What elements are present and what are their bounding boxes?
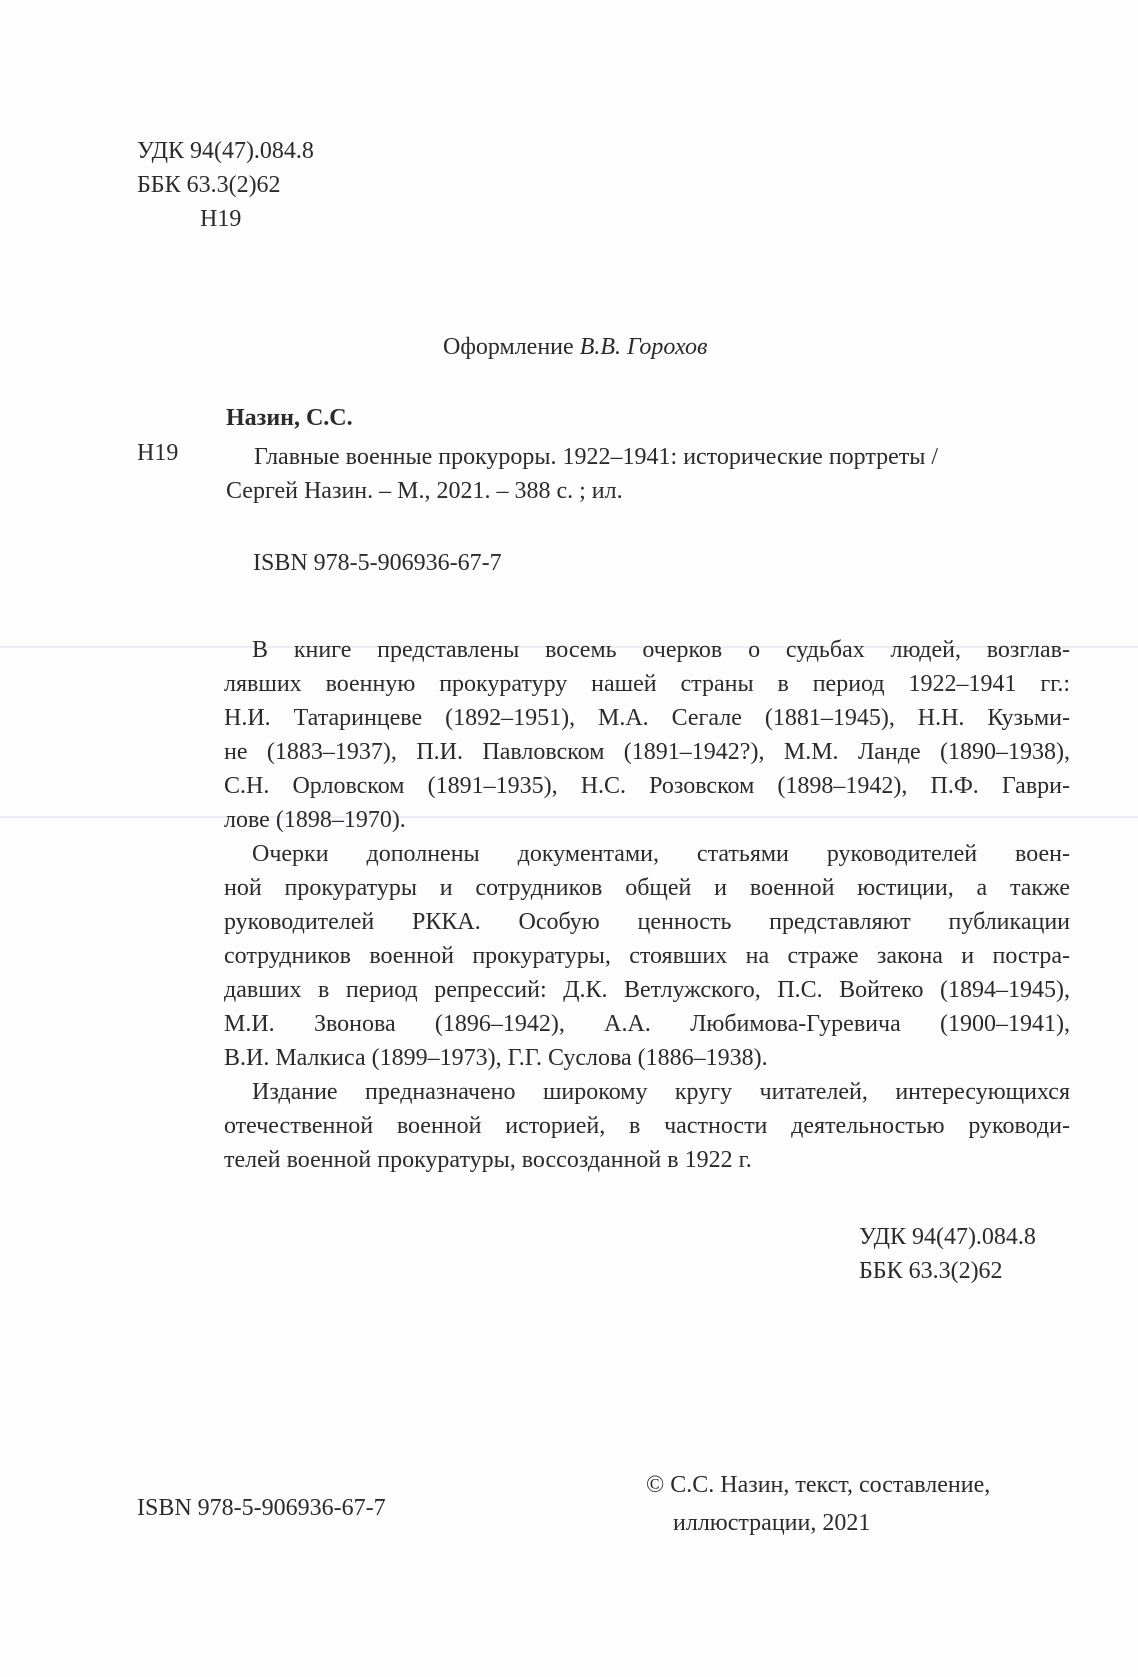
copyright-line: © С.С. Назин, текст, составление, <box>646 1472 991 1498</box>
annotation-line: М.И. Звонова (1896–1942), А.А. Любимова-Гуревича (1900–1941), <box>224 1011 1070 1037</box>
bibliographic-description <box>226 440 1070 508</box>
biblio-line: Главные военные прокуроры. 1922–1941: исторические портреты / <box>254 444 939 470</box>
annotation-line: С.Н. Орловском (1891–1935), Н.С. Розовском (1898–1942), П.Ф. Гаври- <box>224 773 1070 799</box>
copyright-notice <box>646 1466 990 1542</box>
bbk-code: ББК 63.3(2)62 <box>137 172 281 198</box>
annotation-paragraph <box>224 837 1070 1075</box>
design-label: Оформление <box>443 334 574 360</box>
biblio-line: Сергей Назин. – М., 2021. – 388 с. ; ил. <box>226 478 623 504</box>
annotation-line: давших в период репрессий: Д.К. Ветлужского, П.С. Войтеко (1894–1945), <box>224 977 1070 1003</box>
footer-isbn: ISBN 978-5-906936-67-7 <box>137 1495 386 1521</box>
annotation-paragraph <box>224 1075 1070 1177</box>
annotation-line: телей военной прокуратуры, воссозданной в 1922 г. <box>224 1147 752 1173</box>
annotation-line: руководителей РККА. Особую ценность представляют публикации <box>224 909 1070 935</box>
annotation-line: В.И. Малкиса (1899–1973), Г.Г. Суслова (1886–1938). <box>224 1045 768 1071</box>
copyright-line: иллюстрации, 2021 <box>673 1510 871 1536</box>
annotation-line: ной прокуратуры и сотрудников общей и военной юстиции, а также <box>224 875 1070 901</box>
annotation-line: отечественной военной историей, в частности деятельностью руководи- <box>224 1113 1070 1139</box>
bbk-code: ББК 63.3(2)62 <box>859 1258 1003 1284</box>
annotation-line: Издание предназначено широкому кругу читателей, интересующихся <box>252 1079 1070 1105</box>
annotation-line: В книге представлены восемь очерков о судьбах людей, возглав- <box>252 637 1070 663</box>
author-mark: Н19 <box>200 206 242 232</box>
designer-name: В.В. Горохов <box>579 334 708 360</box>
udk-code: УДК 94(47).084.8 <box>859 1224 1036 1250</box>
annotation-line: Н.И. Татаринцеве (1892–1951), М.А. Сегале (1881–1945), Н.Н. Кузьми- <box>224 705 1070 731</box>
annotation-line: сотрудников военной прокуратуры, стоявших на страже закона и постра- <box>224 943 1070 969</box>
annotation-line: лове (1898–1970). <box>224 807 406 833</box>
author-heading: Назин, С.С. <box>226 405 353 431</box>
record-author-mark: Н19 <box>137 440 179 466</box>
annotation-paragraph <box>224 633 1070 837</box>
classification-bottom <box>859 1220 1036 1288</box>
annotation-line: Очерки дополнены документами, статьями руководителей воен- <box>252 841 1070 867</box>
annotation <box>224 633 1070 1177</box>
udk-code: УДК 94(47).084.8 <box>137 138 314 164</box>
annotation-line: лявших военную прокуратуру нашей страны в период 1922–1941 гг.: <box>224 671 1070 697</box>
design-credit <box>443 334 707 361</box>
annotation-line: не (1883–1937), П.И. Павловском (1891–1942?), М.М. Ланде (1890–1938), <box>224 739 1070 765</box>
classification-top <box>137 134 314 236</box>
record-isbn: ISBN 978-5-906936-67-7 <box>253 550 502 576</box>
